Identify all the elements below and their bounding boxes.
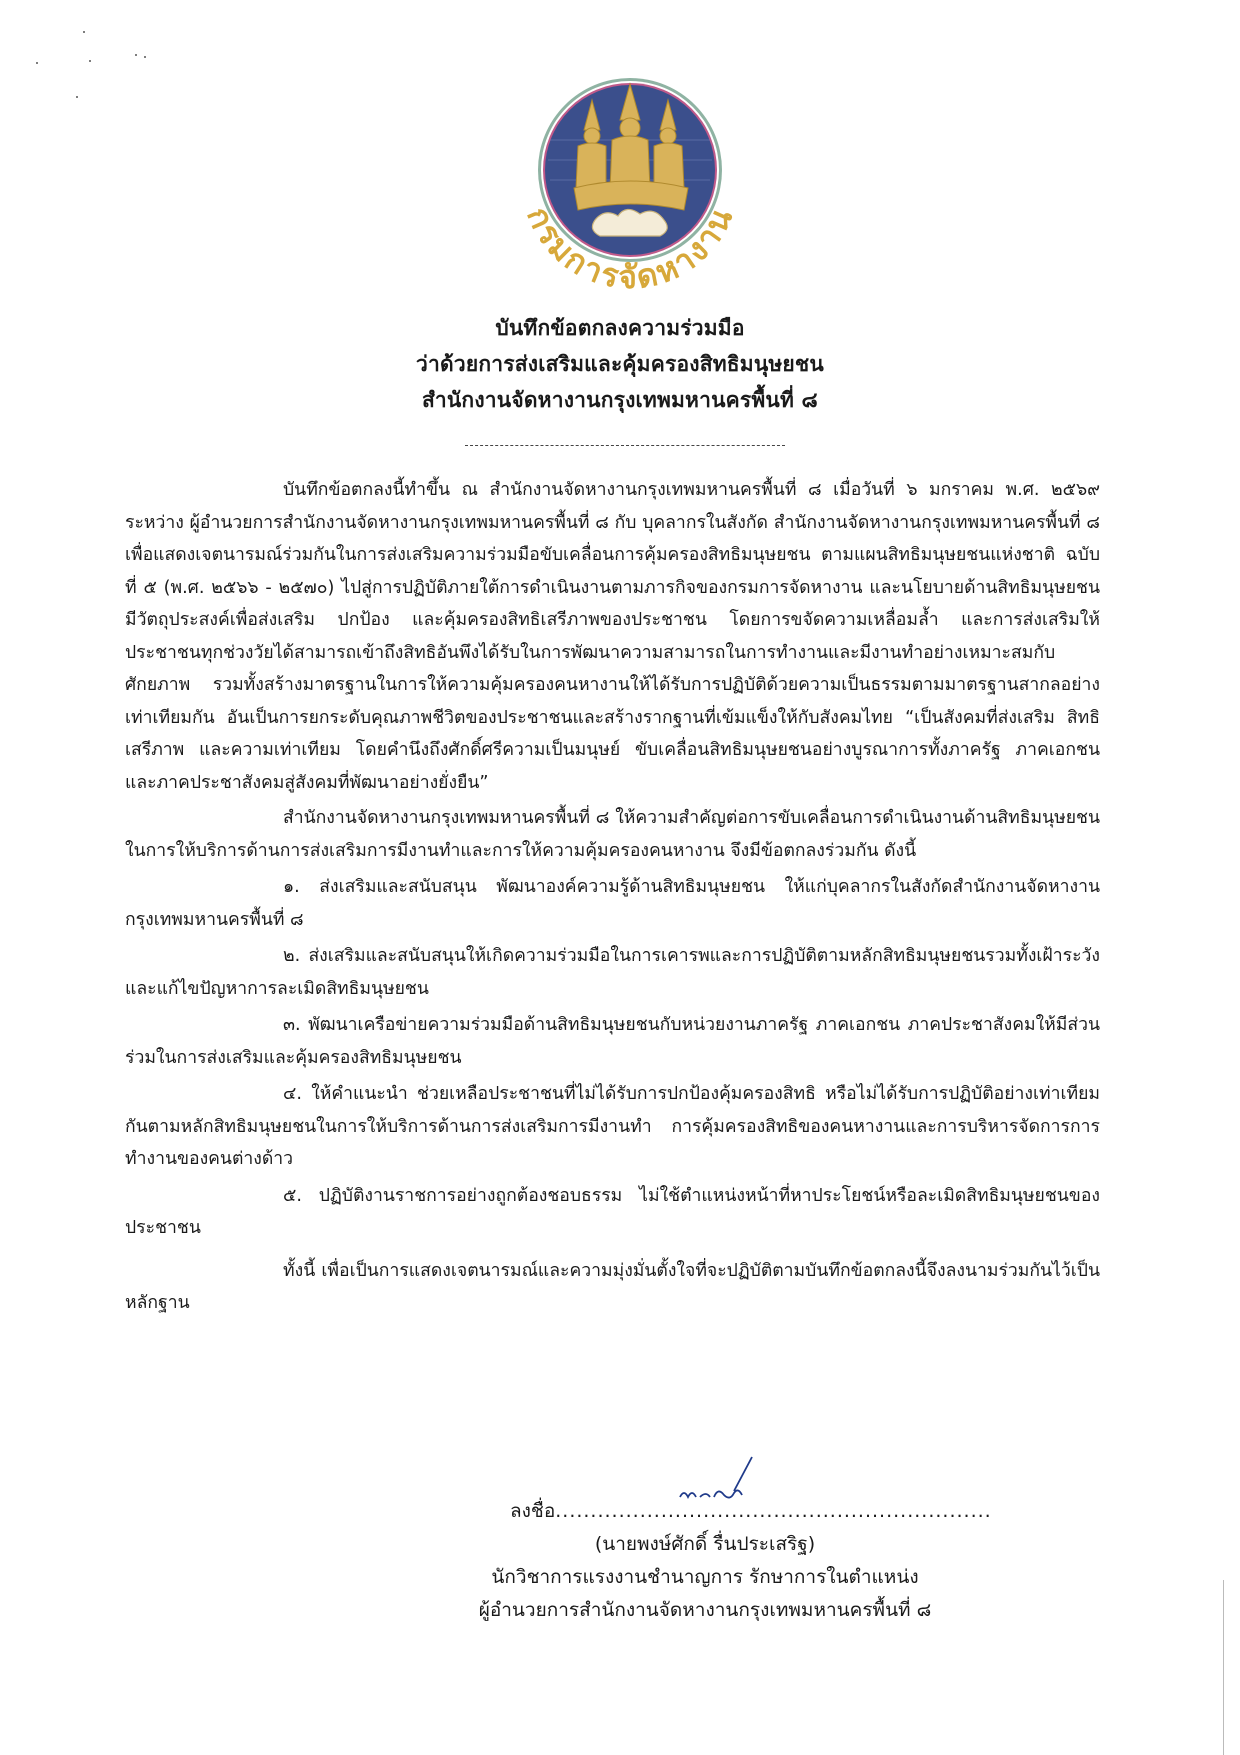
- agreement-item-2: ๒. ส่งเสริมและสนับสนุนให้เกิดความร่วมมือในการเคารพและการปฏิบัติตามหลักสิทธิมนุษยชนรวมทั้งเฝ้าระวังและแก้ไขปัญหาการละเมิดสิทธิมนุษยชน: [125, 946, 1100, 999]
- agreement-item-3: ๓. พัฒนาเครือข่ายความร่วมมือด้านสิทธิมนุษยชนกับหน่วยงานภาครัฐ ภาคเอกชน ภาคประชาสังคมให้มีส่วนร่วมในการส่งเสริมและคุ้มครองสิทธิมนุษยชน: [125, 1015, 1100, 1068]
- signature-block: [420, 1495, 990, 1627]
- intro-paragraph: บันทึกข้อตกลงนี้ทำขึ้น ณ สำนักงานจัดหางานกรุงเทพมหานครพื้นที่ ๘ เมื่อวันที่ ๖ มกราคม พ.ศ. ๒๕๖๙ ระหว่าง ผู้อำนวยการสำนักงานจัดหางานกรุงเทพมหานครพื้นที่ ๘ กับ บุคลากรในสังกัด สำนักงานจัดหางานกรุงเทพมหานครพื้นที่ ๘ เพื่อแสดงเจตนารมณ์ร่วมกันในการส่งเสริมความร่วมมือขับเคลื่อนการคุ้มครองสิทธิมนุษยชน ตามแผนสิทธิมนุษยชนแห่งชาติ ฉบับที่ ๕ (พ.ศ. ๒๕๖๖ - ๒๕๗๐) ไปสู่การปฏิบัติภายใต้การดำเนินงานตามภารกิจของกรมการจัดหางาน และนโยบายด้านสิทธิมนุษยชน มีวัตถุประสงค์เพื่อส่งเสริม ปกป้อง และคุ้มครองสิทธิเสรีภาพของประชาชน โดยการขจัดความเหลื่อมล้ำ และการส่งเสริมให้ประชาชนทุกช่วงวัยได้สามารถเข้าถึงสิทธิอันพึงได้รับในการพัฒนาความสามารถในการทำงานและมีงานทำอย่างเหมาะสมกับศักยภาพ รวมทั้งสร้างมาตรฐานในการให้ความคุ้มครองคนหางานให้ได้รับการปฏิบัติด้วยความเป็นธรรมตามมาตรฐานสากลอย่างเท่าเทียมกัน อันเป็นการยกระดับคุณภาพชีวิตของประชาชนและสร้างรากฐานที่เข้มแข็งให้กับสังคมไทย “เป็นสังคมที่ส่งเสริม สิทธิ เสรีภาพ และความเท่าเทียม โดยคำนึงถึงศักดิ์ศรีความเป็นมนุษย์ ขับเคลื่อนสิทธิมนุษยชนอย่างบูรณาการทั้งภาครัฐ ภาคเอกชน และภาคประชาสังคมสู่สังคมที่พัฒนาอย่างยั่งยืน”: [125, 480, 1100, 793]
- signatory-name: (นายพงษ์ศักดิ์ รื่นประเสริฐ): [594, 1533, 816, 1555]
- agreement-item-1: ๑. ส่งเสริมและสนับสนุน พัฒนาองค์ความรู้ด้านสิทธิมนุษยชน ให้แก่บุคลากรในสังกัดสำนักงานจัดหางานกรุงเทพมหานครพื้นที่ ๘: [125, 877, 1100, 930]
- scan-speck: [83, 31, 85, 33]
- department-emblem-logo: [500, 70, 760, 290]
- department-of-employment-emblem-icon: [500, 70, 760, 290]
- signature-dotted-line: ..............................................................: [555, 1500, 992, 1522]
- agreement-item-5: ๕. ปฏิบัติงานราชการอย่างถูกต้องชอบธรรม ไม่ใช้ตำแหน่งหน้าที่หาประโยชน์หรือละเมิดสิทธิมนุษยชนของประชาชน: [125, 1185, 1100, 1238]
- handwritten-signature-icon: [660, 1453, 780, 1513]
- scan-edge-line: [1223, 1580, 1224, 1755]
- agreement-body: [125, 474, 1100, 1320]
- scan-speck: [135, 54, 137, 56]
- signatory-position-1: นักวิชาการแรงงานชำนาญการ รักษาการในตำแหน่ง: [491, 1566, 919, 1588]
- scan-speck: [144, 56, 146, 58]
- title-line-3: สำนักงานจัดหางานกรุงเทพมหานครพื้นที่ ๘: [422, 388, 818, 412]
- signature-label: ลงชื่อ: [510, 1500, 556, 1522]
- agreement-item-4: ๔. ให้คำแนะนำ ช่วยเหลือประชาชนที่ไม่ได้รับการปกป้องคุ้มครองสิทธิ หรือไม่ได้รับการปฏิบัติอย่างเท่าเทียม กันตามหลักสิทธิมนุษยชนในการให้บริการด้านการส่งเสริมการมีงานทำ การคุ้มครองสิทธิของคนหางานและการบริหารจัดการการทำงานของคนต่างด้าว: [125, 1084, 1100, 1169]
- document-title: [0, 310, 1240, 418]
- signatory-position-2: ผู้อำนวยการสำนักงานจัดหางานกรุงเทพมหานครพื้นที่ ๘: [478, 1599, 932, 1621]
- scan-speck: [36, 62, 38, 64]
- title-line-1: บันทึกข้อตกลงความร่วมมือ: [495, 316, 745, 340]
- commitment-paragraph: สำนักงานจัดหางานกรุงเทพมหานครพื้นที่ ๘ ให้ความสำคัญต่อการขับเคลื่อนการดำเนินงานด้านสิทธิมนุษยชน ในการให้บริการด้านการส่งเสริมการมีงานทำและการให้ความคุ้มครองคนหางาน จึงมีข้อตกลงร่วมกัน ดังนี้: [125, 808, 1100, 861]
- signature-line: [420, 1495, 990, 1528]
- title-divider: [465, 445, 785, 446]
- logo-arc-text: กรมการจัดหางาน: [519, 200, 741, 290]
- scan-speck: [76, 96, 78, 98]
- scan-speck: [89, 60, 91, 62]
- closing-paragraph: ทั้งนี้ เพื่อเป็นการแสดงเจตนารมณ์และความมุ่งมั่นตั้งใจที่จะปฏิบัติตามบันทึกข้อตกลงนี้จึงลงนามร่วมกันไว้เป็นหลักฐาน: [125, 1260, 1100, 1313]
- title-line-2: ว่าด้วยการส่งเสริมและคุ้มครองสิทธิมนุษยชน: [416, 352, 824, 376]
